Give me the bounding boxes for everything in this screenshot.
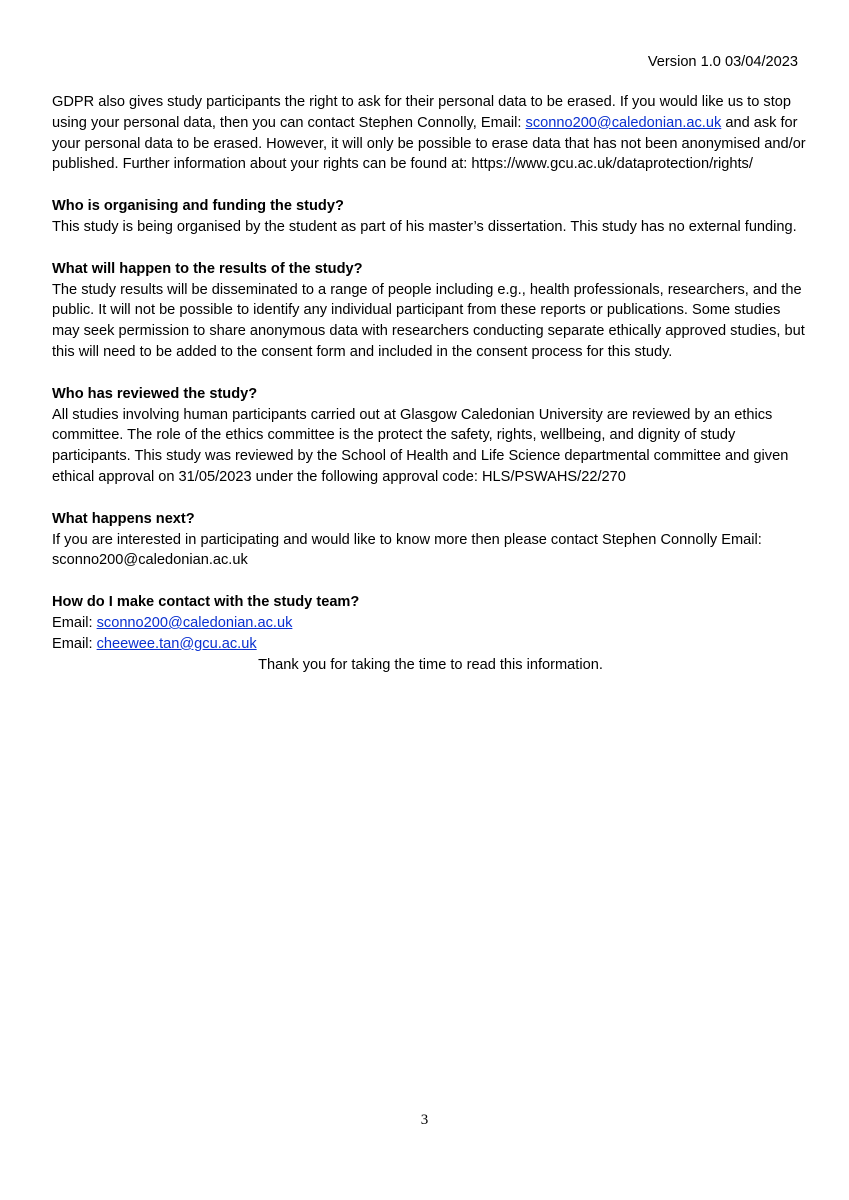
contact-heading: How do I make contact with the study team? [52,594,360,611]
organising-heading: Who is organising and funding the study? [52,198,344,215]
gdpr-email-link[interactable]: sconno200@caledonian.ac.uk [525,114,722,131]
contact-email-row [52,613,809,634]
closing-message: Thank you for taking the time to read this information. [258,656,603,673]
organising-body: This study is being organised by the student as part of his master’s dissertation. This study has no external funding. [52,218,797,235]
contact-email-row [52,634,809,655]
results-body: The study results will be disseminated to a range of people including e.g., health professionals, researchers, and the public. It will not be possible to identify any individual participant from these reports or publications. Some studies may seek permission to share anonymous data with researchers conducting separate ethically approved studies, but this will need to be added to the consent form and included in the consent process for this study. [52,281,805,360]
reviewed-heading: Who has reviewed the study? [52,385,258,402]
contact-email-link-2[interactable]: cheewee.tan@gcu.ac.uk [96,635,257,652]
contact-section [52,592,809,654]
gdpr-paragraph [52,92,809,175]
next-heading: What happens next? [52,510,195,527]
results-section [52,259,809,363]
reviewed-body: All studies involving human participants carried out at Glasgow Caledonian University are reviewed by an ethics committee. The role of the ethics committee is the protect the safety, rights, wellbeing, and dignity of study participants. This study was reviewed by the School of Health and Life Science departmental committee and given ethical approval on 31/05/2023 under the following approval code: HLS/PSWAHS/22/270 [52,406,789,485]
contact-email-link-1[interactable]: sconno200@caledonian.ac.uk [96,614,293,631]
organising-section [52,196,809,238]
gdpr-text-after: and ask for your personal data to be erased. However, it will only be possible to erase data that has not been anonymised and/or published. Further information about your rights can be found at: https://www.gcu.ac.uk/dataprotection/rights/ [52,114,806,173]
next-section [52,509,809,571]
next-body: If you are interested in participating and would like to know more then please contact Stephen Connolly Email: sconno200@caledonian.ac.uk [52,531,762,569]
contact-email-label: Email: [52,635,97,652]
page-number: 3 [420,1112,429,1128]
document-body [52,92,809,675]
gdpr-text-before: GDPR also gives study participants the right to ask for their personal data to be erased. If you would like us to stop using your personal data, then you can contact Stephen Connolly, Email: [52,94,791,131]
document-version: Version 1.0 03/04/2023 [647,54,798,70]
results-heading: What will happen to the results of the study? [52,260,363,277]
contact-email-label: Email: [52,614,97,631]
reviewed-section [52,384,809,488]
